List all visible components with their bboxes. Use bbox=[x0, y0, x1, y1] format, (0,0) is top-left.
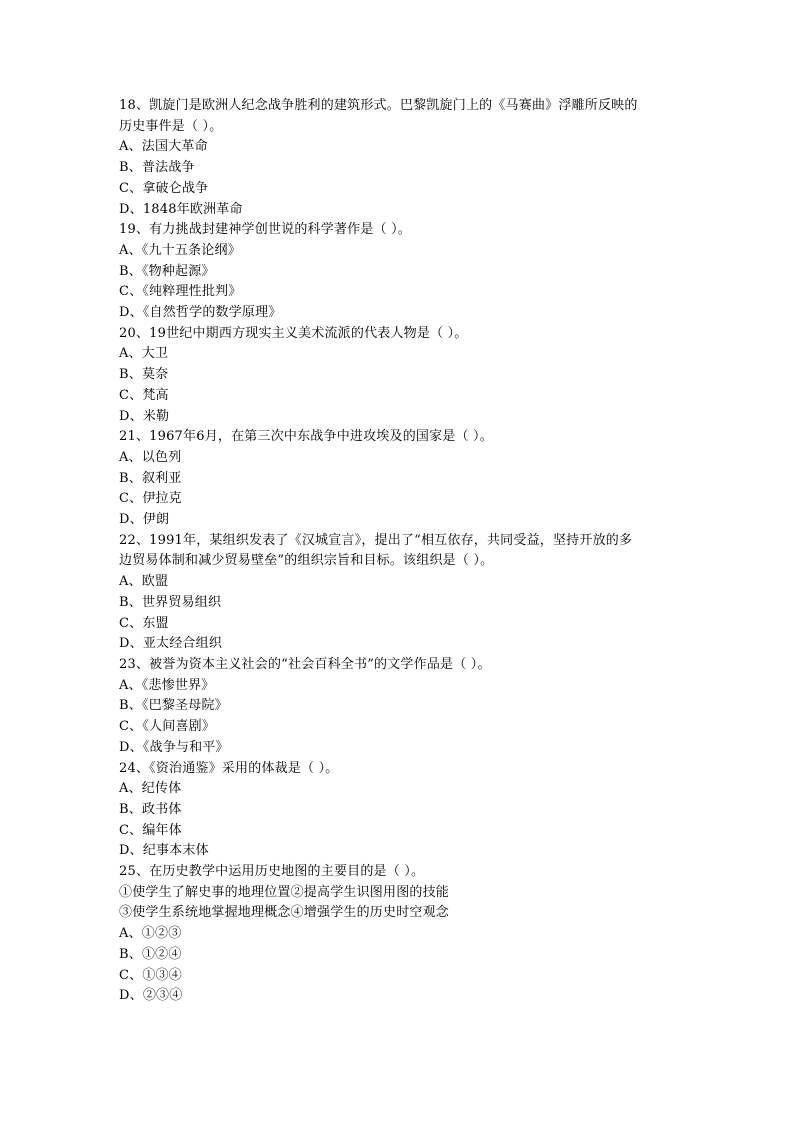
question-25 bbox=[119, 862, 674, 1007]
option-d: D、亚太经合组织 bbox=[119, 636, 223, 652]
option-d: D、1848年欧洲革命 bbox=[119, 201, 243, 217]
question-stem: 历史事件是（ ）。 bbox=[119, 118, 223, 134]
option-a: A、欧盟 bbox=[119, 574, 169, 590]
option-b: B、世界贸易组织 bbox=[119, 594, 222, 610]
question-stem: 20、19世纪中期西方现实主义美术流派的代表人物是（ ）。 bbox=[119, 325, 468, 341]
option-b: B、《巴黎圣母院》 bbox=[119, 698, 228, 714]
option-b: B、莫奈 bbox=[119, 367, 169, 383]
option-a: A、《悲惨世界》 bbox=[119, 677, 215, 693]
option-a: A、《九十五条论纲》 bbox=[119, 242, 241, 258]
option-d: D、纪事本末体 bbox=[119, 843, 209, 859]
question-19 bbox=[119, 220, 674, 324]
question-23 bbox=[119, 655, 674, 759]
exam-page bbox=[119, 96, 674, 1007]
question-stem: 19、有力挑战封建神学创世说的科学著作是（ ）。 bbox=[119, 222, 411, 238]
option-a: A、大卫 bbox=[119, 346, 169, 362]
option-b: B、①②④ bbox=[119, 946, 182, 962]
question-stem: 25、在历史教学中运用历史地图的主要目的是（ ）。 bbox=[119, 864, 425, 880]
option-d: D、②③④ bbox=[119, 988, 183, 1004]
option-b: B、普法战争 bbox=[119, 160, 195, 176]
question-20 bbox=[119, 324, 674, 428]
option-a: A、①②③ bbox=[119, 926, 182, 942]
option-c: C、编年体 bbox=[119, 822, 182, 838]
question-stem: 22、1991年，某组织发表了《汉城宣言》，提出了“相互依存，共同受益，坚持开放的多 bbox=[119, 532, 633, 548]
question-stem: 21、1967年6月，在第三次中东战争中进攻埃及的国家是（ ）。 bbox=[119, 429, 493, 445]
option-a: A、纪传体 bbox=[119, 781, 182, 797]
option-c: C、拿破仑战争 bbox=[119, 180, 209, 196]
option-a: A、以色列 bbox=[119, 449, 182, 465]
option-b: B、政书体 bbox=[119, 801, 182, 817]
question-21 bbox=[119, 427, 674, 531]
question-24 bbox=[119, 759, 674, 863]
option-b: B、叙利亚 bbox=[119, 470, 182, 486]
question-stem: 边贸易体制和减少贸易壁垒”的组织宗旨和目标。该组织是（ ）。 bbox=[119, 553, 494, 569]
option-b: B、《物种起源》 bbox=[119, 263, 215, 279]
option-a: A、法国大革命 bbox=[119, 139, 208, 155]
option-c: C、《人间喜剧》 bbox=[119, 719, 216, 735]
question-statement: ①使学生了解史事的地理位置②提高学生识图用图的技能 bbox=[119, 884, 450, 900]
option-c: C、东盟 bbox=[119, 615, 169, 631]
question-stem: 18、凯旋门是欧洲人纪念战争胜利的建筑形式。巴黎凯旋门上的《马赛曲》浮雕所反映的 bbox=[119, 98, 638, 113]
question-stem: 23、被誉为资本主义社会的“社会百科全书”的文学作品是（ ）。 bbox=[119, 656, 491, 672]
option-c: C、梵高 bbox=[119, 387, 169, 403]
option-d: D、《战争与和平》 bbox=[119, 739, 229, 755]
option-c: C、①③④ bbox=[119, 967, 182, 983]
option-c: C、《纯粹理性批判》 bbox=[119, 284, 242, 300]
option-c: C、伊拉克 bbox=[119, 491, 182, 507]
option-d: D、《自然哲学的数学原理》 bbox=[119, 305, 282, 321]
option-d: D、米勒 bbox=[119, 408, 170, 424]
question-stem: 24、《资治通鉴》采用的体裁是（ ）。 bbox=[119, 760, 339, 776]
question-22 bbox=[119, 531, 674, 655]
question-statement: ③使学生系统地掌握地理概念④增强学生的历史时空观念 bbox=[119, 905, 450, 921]
question-18 bbox=[119, 96, 674, 220]
option-d: D、伊朗 bbox=[119, 512, 170, 528]
